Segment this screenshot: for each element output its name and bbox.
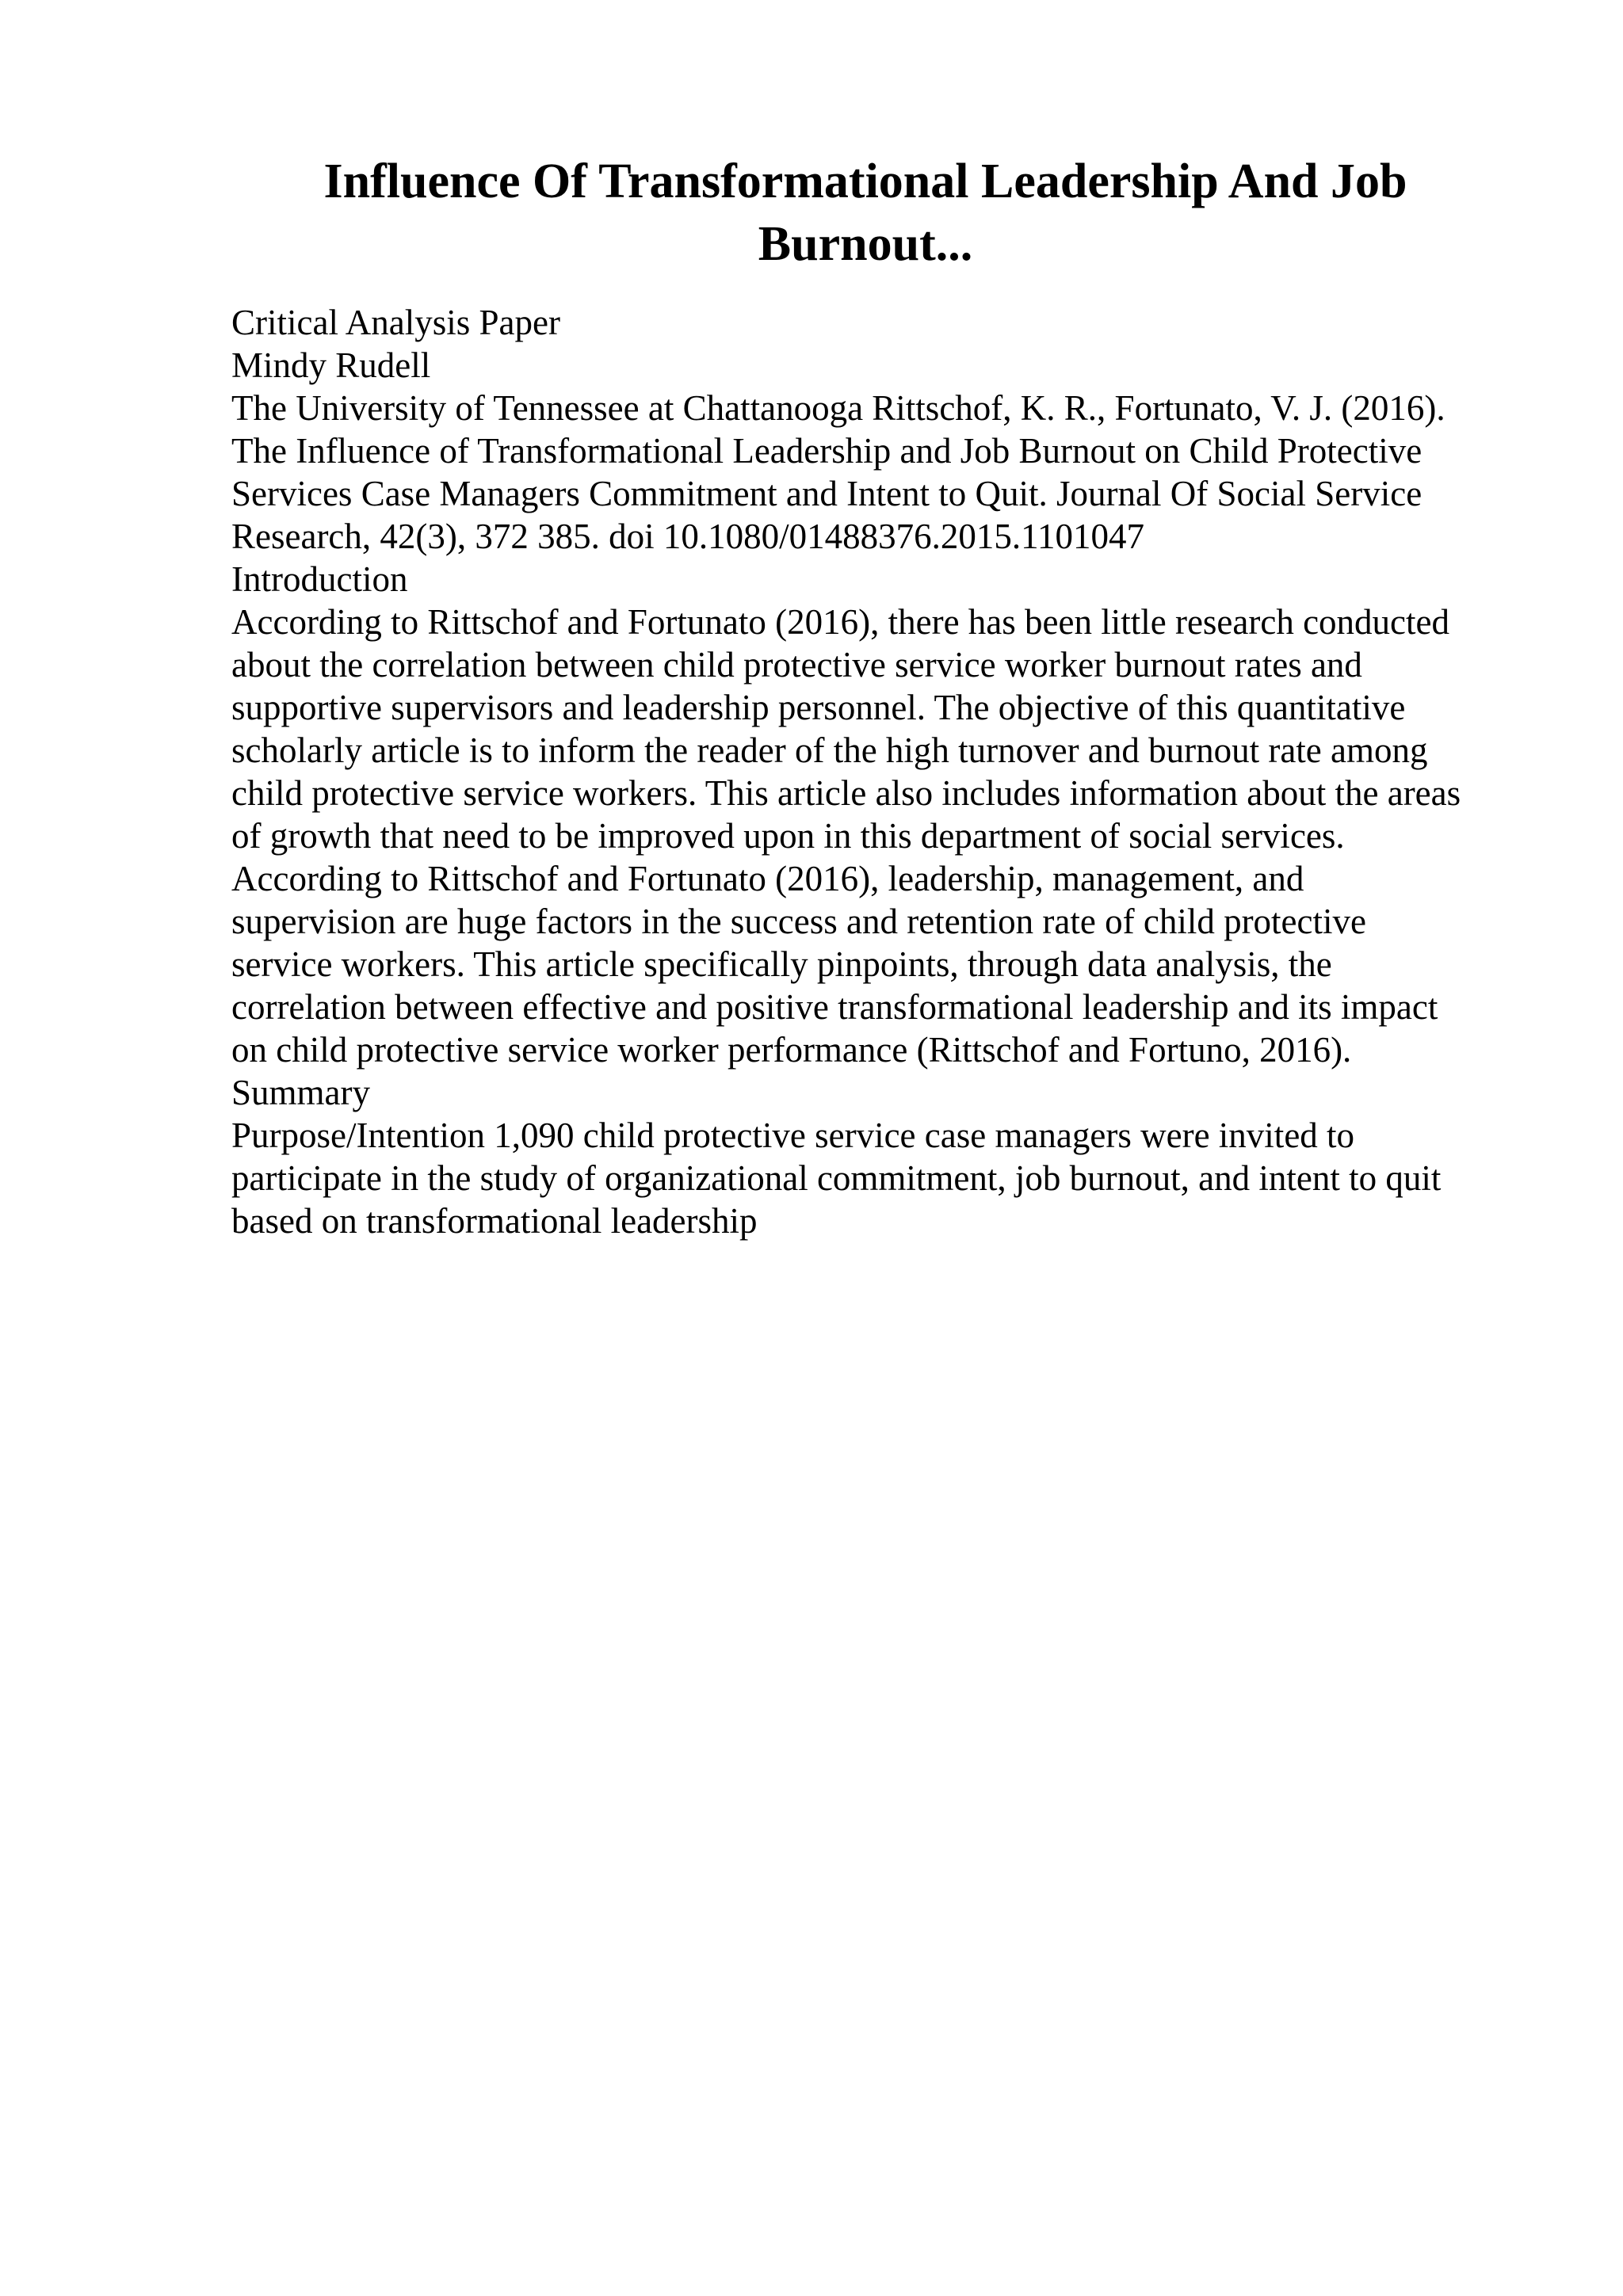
section-heading-summary: Summary bbox=[231, 1073, 370, 1112]
paragraph-line: participate in the study of organizational commitment, job burnout, and intent to quit bbox=[231, 1158, 1442, 1198]
paragraph-line: of growth that need to be improved upon in this department of social services. bbox=[231, 816, 1345, 856]
citation-line: Research, 42(3), 372 385. doi 10.1080/01488376.2015.1101047 bbox=[231, 517, 1144, 556]
paragraph-line: child protective service workers. This article also includes information about the areas bbox=[231, 773, 1461, 813]
document-body bbox=[231, 301, 1594, 1242]
paragraph-line: based on transformational leadership bbox=[231, 1201, 758, 1241]
paragraph-line: According to Rittschof and Fortunato (2016), leadership, management, and bbox=[231, 859, 1304, 898]
paragraph-line: scholarly article is to inform the reader of the high turnover and burnout rate among bbox=[231, 730, 1428, 770]
paragraph-line: According to Rittschof and Fortunato (2016), there has been little research conducted bbox=[231, 602, 1450, 642]
citation-line: The Influence of Transformational Leadership and Job Burnout on Child Protective bbox=[231, 431, 1423, 471]
paragraph-line: supportive supervisors and leadership personnel. The objective of this quantitative bbox=[231, 688, 1406, 727]
title-line-2: Burnout... bbox=[758, 217, 973, 271]
paragraph-line: on child protective service worker performance (Rittschof and Fortuno, 2016). bbox=[231, 1030, 1352, 1070]
title-line-1: Influence Of Transformational Leadership And Job bbox=[323, 154, 1407, 208]
citation-line: Services Case Managers Commitment and Intent to Quit. Journal Of Social Service bbox=[231, 474, 1423, 513]
paragraph-line: service workers. This article specifically pinpoints, through data analysis, the bbox=[231, 944, 1332, 984]
document-title bbox=[231, 151, 1499, 276]
author-name: Mindy Rudell bbox=[231, 345, 431, 385]
citation-line: The University of Tennessee at Chattanooga Rittschof, K. R., Fortunato, V. J. (2016). bbox=[231, 388, 1445, 428]
paragraph-line: Purpose/Intention 1,090 child protective service case managers were invited to bbox=[231, 1116, 1355, 1155]
paragraph-line: correlation between effective and positive transformational leadership and its impact bbox=[231, 987, 1438, 1027]
paragraph-line: supervision are huge factors in the success and retention rate of child protective bbox=[231, 902, 1366, 941]
section-heading-introduction: Introduction bbox=[231, 559, 408, 599]
paragraph-line: about the correlation between child protective service worker burnout rates and bbox=[231, 645, 1362, 685]
document-type-label: Critical Analysis Paper bbox=[231, 303, 560, 342]
